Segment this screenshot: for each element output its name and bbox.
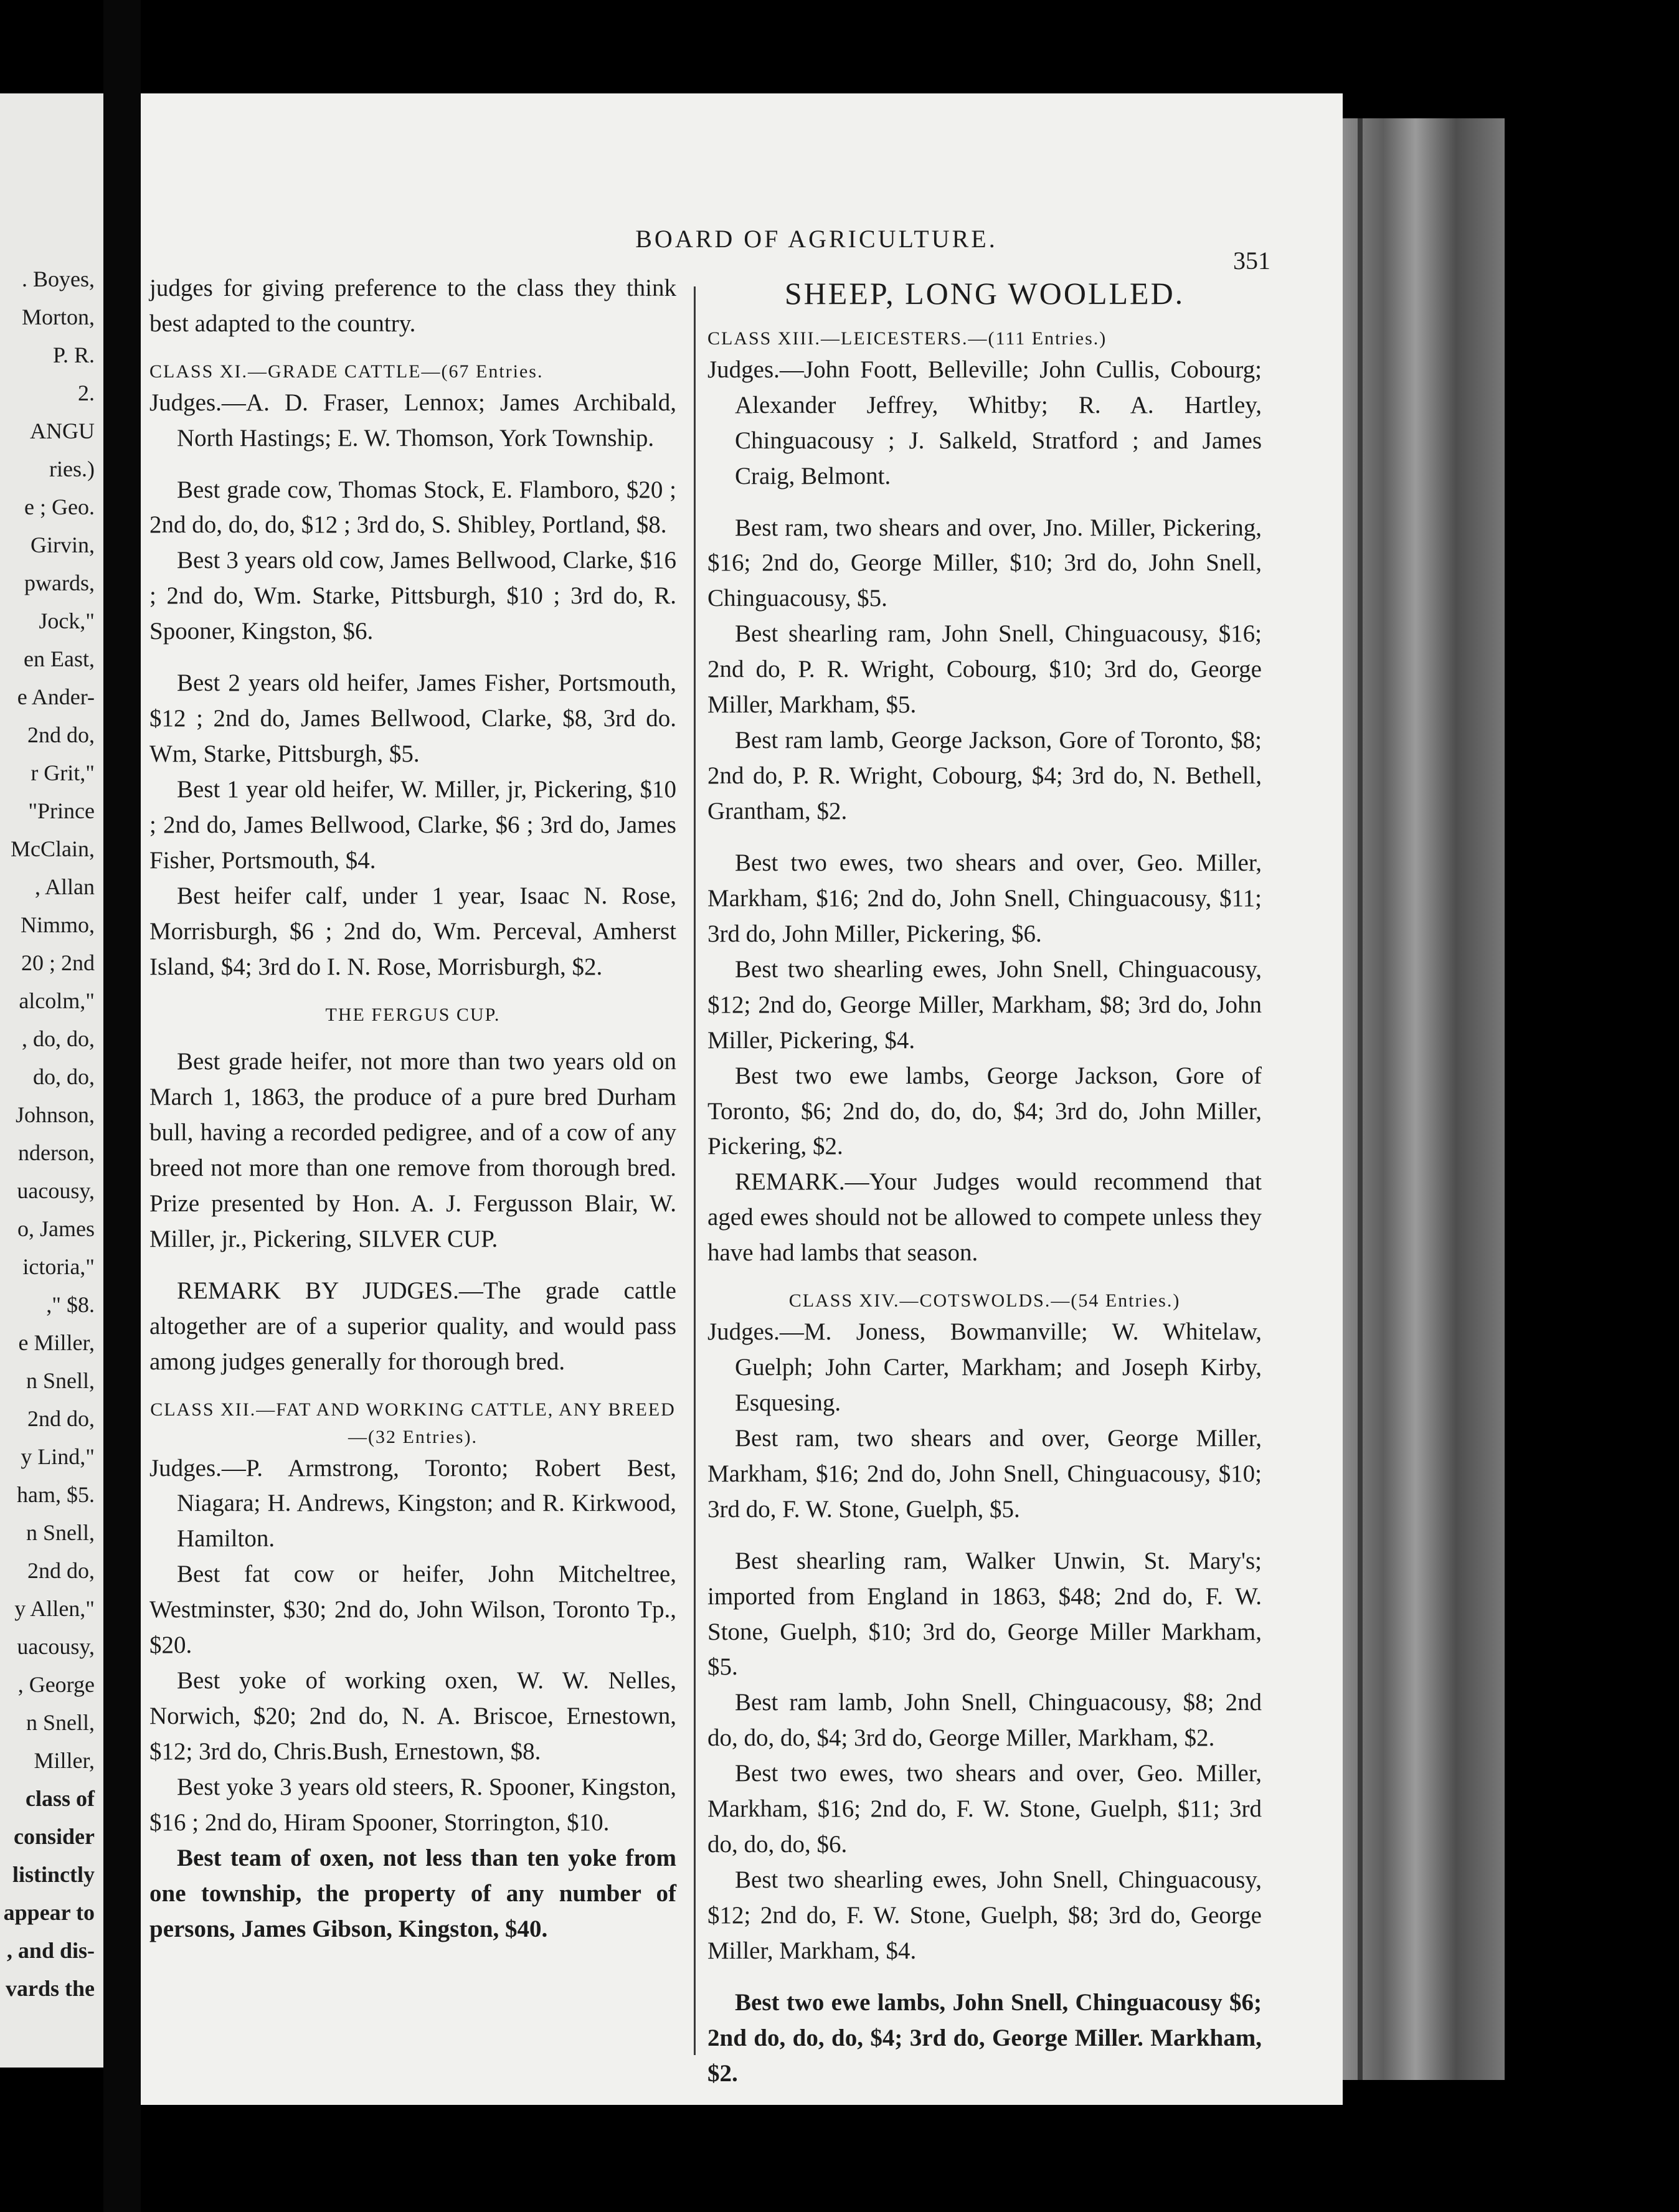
class-xiv-entry: Best ram lamb, John Snell, Chinguacousy, $8; 2nd do, do, do, $4; 3rd do, George Miller, Markham, $2. xyxy=(707,1689,1262,1752)
left-page-line: ANGU xyxy=(30,418,95,443)
class-xii-entry: Best yoke 3 years old steers, R. Spooner, Kingston, $16 ; 2nd do, Hiram Spooner, Storrington, $10. xyxy=(149,1773,676,1836)
left-page-line: 2nd do, xyxy=(27,1558,95,1583)
class-xiv-entry: Best two ewe lambs, John Snell, Chinguacousy $6; 2nd do, do, do, $4; 3rd do, George Miller. Markham, $2. xyxy=(707,1988,1262,2087)
class-xii-entry: Best fat cow or heifer, John Mitcheltree, Westminster, $30; 2nd do, John Wilson, Toronto Tp., $20. xyxy=(149,1561,676,1659)
left-page-line: 2. xyxy=(78,380,95,405)
class-xii-entry: Best team of oxen, not less than ten yoke from one township, the property of any number of persons, James Gibson, Kingston, $40. xyxy=(149,1844,676,1942)
left-page-line: o, James xyxy=(17,1216,95,1241)
left-page-line: pwards, xyxy=(24,570,95,595)
class-xiv-entry: Best two ewes, two shears and over, Geo. Miller, Markham, $16; 2nd do, F. W. Stone, Guelph, $11; 3rd do, do, do, $6. xyxy=(707,1760,1262,1858)
page-stack-line xyxy=(1358,118,1363,2080)
left-page-line: Jock," xyxy=(39,608,95,633)
left-page-line: n Snell, xyxy=(26,1368,95,1393)
class-xii-judges: Judges.—P. Armstrong, Toronto; Robert Best, Niagara; H. Andrews, Kingston; and R. Kirkwood, Hamilton. xyxy=(149,1454,676,1553)
class-xiii-entry: Best two ewes, two shears and over, Geo. Miller, Markham, $16; 2nd do, John Snell, Chinguacousy, $11; 3rd do, John Miller, Pickering, $6. xyxy=(707,849,1262,947)
left-page-line: appear to xyxy=(3,1900,95,1925)
class-xi-entry: Best heifer calf, under 1 year, Isaac N. Rose, Morrisburgh, $6 ; 2nd do, Wm. Perceval, Amherst Island, $4; 3rd do I. N. Rose, Morrisburgh, $2. xyxy=(149,882,676,980)
class-xiv-judges: Judges.—M. Joness, Bowmanville; W. Whitelaw, Guelph; John Carter, Markham; and Joseph Kirby, Esquesing. xyxy=(707,1318,1262,1416)
left-page-line: n Snell, xyxy=(26,1710,95,1735)
left-page-line: , George xyxy=(17,1672,95,1697)
left-column xyxy=(149,271,676,1947)
class-xiii-entry: Best ram, two shears and over, Jno. Miller, Pickering, $16; 2nd do, George Miller, $10; 3rd do, John Snell, Chinguacousy, $5. xyxy=(707,514,1262,612)
column-divider xyxy=(694,286,696,2055)
left-page-line: e ; Geo. xyxy=(24,494,95,519)
left-page-line: Girvin, xyxy=(31,532,95,557)
left-page-line: Nimmo, xyxy=(20,912,95,937)
left-page-line: uacousy, xyxy=(17,1178,95,1203)
left-page-line: consider xyxy=(14,1824,95,1849)
class-xiv-entry: Best two shearling ewes, John Snell, Chinguacousy, $12; 2nd do, F. W. Stone, Guelph, $8; 3rd do, George Miller, Markham, $4. xyxy=(707,1866,1262,1964)
left-page-line: ham, $5. xyxy=(17,1482,95,1507)
class-xii-heading: CLASS XII.—FAT AND WORKING CATTLE, ANY BREED—(32 Entries). xyxy=(150,1399,676,1447)
class-xiv-entry: Best shearling ram, Walker Unwin, St. Mary's; imported from England in 1863, $48; 2nd do, F. W. Stone, Guelph, $10; 3rd do, George Miller Markham, $5. xyxy=(707,1547,1262,1681)
class-xiii-entry: Best shearling ram, John Snell, Chinguacousy, $16; 2nd do, P. R. Wright, Cobourg, $10; 3rd do, George Miller, Markham, $5. xyxy=(707,620,1262,719)
page-stack-edge xyxy=(1343,118,1505,2080)
left-page-fragment xyxy=(0,93,103,2068)
left-page-line: McClain, xyxy=(11,836,95,861)
left-page-line: r Grit," xyxy=(31,760,95,785)
left-page-line: uacousy, xyxy=(17,1634,95,1659)
left-page-line: vards the xyxy=(6,1976,95,2001)
left-page-line: "Prince xyxy=(28,798,95,823)
left-page-line: ries.) xyxy=(49,456,95,481)
left-page-line: Johnson, xyxy=(15,1102,95,1127)
left-page-line: ," $8. xyxy=(46,1292,95,1317)
left-page-line: e Ander- xyxy=(17,684,95,709)
class-xi-judges: Judges.—A. D. Fraser, Lennox; James Archibald, North Hastings; E. W. Thomson, York Township. xyxy=(149,389,676,451)
book-page xyxy=(141,93,1343,2105)
left-page-line: . Boyes, xyxy=(22,267,95,291)
class-xi-entry: Best 2 years old heifer, James Fisher, Portsmouth, $12 ; 2nd do, James Bellwood, Clarke, $8, 3rd do. Wm, Starke, Pittsburgh, $5. xyxy=(149,669,676,768)
intro-text: judges for giving preference to the class they think best adapted to the country. xyxy=(149,275,676,337)
left-page-line: y Allen," xyxy=(14,1596,95,1621)
class-xiii-remark: REMARK.—Your Judges would recommend that aged ewes should not be allowed to compete unless they have had lambs that season. xyxy=(707,1168,1262,1267)
left-page-line: , Allan xyxy=(35,874,95,899)
running-head: BOARD OF AGRICULTURE. xyxy=(635,225,998,253)
class-xiii-entry: Best two ewe lambs, George Jackson, Gore of Toronto, $6; 2nd do, do, do, $4; 3rd do, John Miller, Pickering, $2. xyxy=(707,1062,1262,1160)
left-page-line: Miller, xyxy=(34,1748,95,1773)
left-page-line: listinctly xyxy=(12,1862,95,1887)
left-page-line: nderson, xyxy=(18,1140,95,1165)
class-xi-entry: Best 3 years old cow, James Bellwood, Clarke, $16 ; 2nd do, Wm. Starke, Pittsburgh, $10 ; 3rd do, R. Spooner, Kingston, $6. xyxy=(149,547,676,645)
left-page-line: do, do, xyxy=(33,1064,95,1089)
fergus-cup-heading: THE FERGUS CUP. xyxy=(325,1004,501,1025)
class-xiii-judges: Judges.—John Foott, Belleville; John Cullis, Cobourg; Alexander Jeffrey, Whitby; R. A. Hartley, Chinguacousy ; J. Salkeld, Stratford ; and James Craig, Belmont. xyxy=(707,356,1262,489)
left-page-line: 2nd do, xyxy=(27,1406,95,1431)
class-xi-entry: Best grade cow, Thomas Stock, E. Flamboro, $20 ; 2nd do, do, do, $12 ; 3rd do, S. Shibley, Portland, $8. xyxy=(149,476,676,539)
right-column xyxy=(707,271,1262,2092)
fergus-cup-text: Best grade heifer, not more than two years old on March 1, 1863, the produce of a pure bred Durham bull, having a recorded pedigree, and of a cow of any breed not more than one remove from thorough bred. Prize presented by Hon. A. J. Fergusson Blair, W. Miller, jr., Pickering, SILVER CUP. xyxy=(149,1048,676,1253)
page-number: 351 xyxy=(1233,247,1270,275)
class-xiv-heading: CLASS XIV.—COTSWOLDS.—(54 Entries.) xyxy=(788,1290,1181,1312)
left-page-line: e Miller, xyxy=(18,1330,95,1355)
left-page-line: Morton, xyxy=(22,305,95,329)
left-page-line: 20 ; 2nd xyxy=(21,950,95,975)
page-gutter xyxy=(103,0,141,2212)
left-page-line: , and dis- xyxy=(6,1938,95,1963)
left-page-line: en East, xyxy=(24,646,95,671)
class-xi-entry: Best 1 year old heifer, W. Miller, jr, Pickering, $10 ; 2nd do, James Bellwood, Clarke, $6 ; 3rd do, James Fisher, Portsmouth, $4. xyxy=(149,776,676,874)
left-page-line: P. R. xyxy=(52,343,95,367)
left-page-line: y Lind," xyxy=(21,1444,95,1469)
class-xi-heading: CLASS XI.—GRADE CATTLE—(67 Entries. xyxy=(149,361,544,382)
left-page-line: 2nd do, xyxy=(27,722,95,747)
class-xiv-entry: Best ram, two shears and over, George Miller, Markham, $16; 2nd do, John Snell, Chinguacousy, $10; 3rd do, F. W. Stone, Guelph, $5. xyxy=(707,1424,1262,1523)
class-xiii-entry: Best ram lamb, George Jackson, Gore of Toronto, $8; 2nd do, P. R. Wright, Cobourg, $4; 3rd do, N. Bethell, Grantham, $2. xyxy=(707,727,1262,825)
left-page-line: class of xyxy=(26,1786,95,1811)
class-xiii-entry: Best two shearling ewes, John Snell, Chinguacousy, $12; 2nd do, George Miller, Markham, $8; 3rd do, John Miller, Pickering, $4. xyxy=(707,955,1262,1054)
sheep-section-heading: SHEEP, LONG WOOLLED. xyxy=(784,276,1185,311)
judges-remark: REMARK BY JUDGES.—The grade cattle altogether are of a superior quality, and would pass among judges generally for thorough bred. xyxy=(149,1277,676,1375)
left-page-line: ictoria," xyxy=(22,1254,95,1279)
left-page-line: , do, do, xyxy=(22,1026,95,1051)
left-page-line: n Snell, xyxy=(26,1520,95,1545)
class-xii-entry: Best yoke of working oxen, W. W. Nelles, Norwich, $20; 2nd do, N. A. Briscoe, Ernestown, $12; 3rd do, Chris.Bush, Ernestown, $8. xyxy=(149,1667,676,1765)
class-xiii-heading: CLASS XIII.—LEICESTERS.—(111 Entries.) xyxy=(707,328,1107,349)
left-page-line: alcolm," xyxy=(19,988,95,1013)
